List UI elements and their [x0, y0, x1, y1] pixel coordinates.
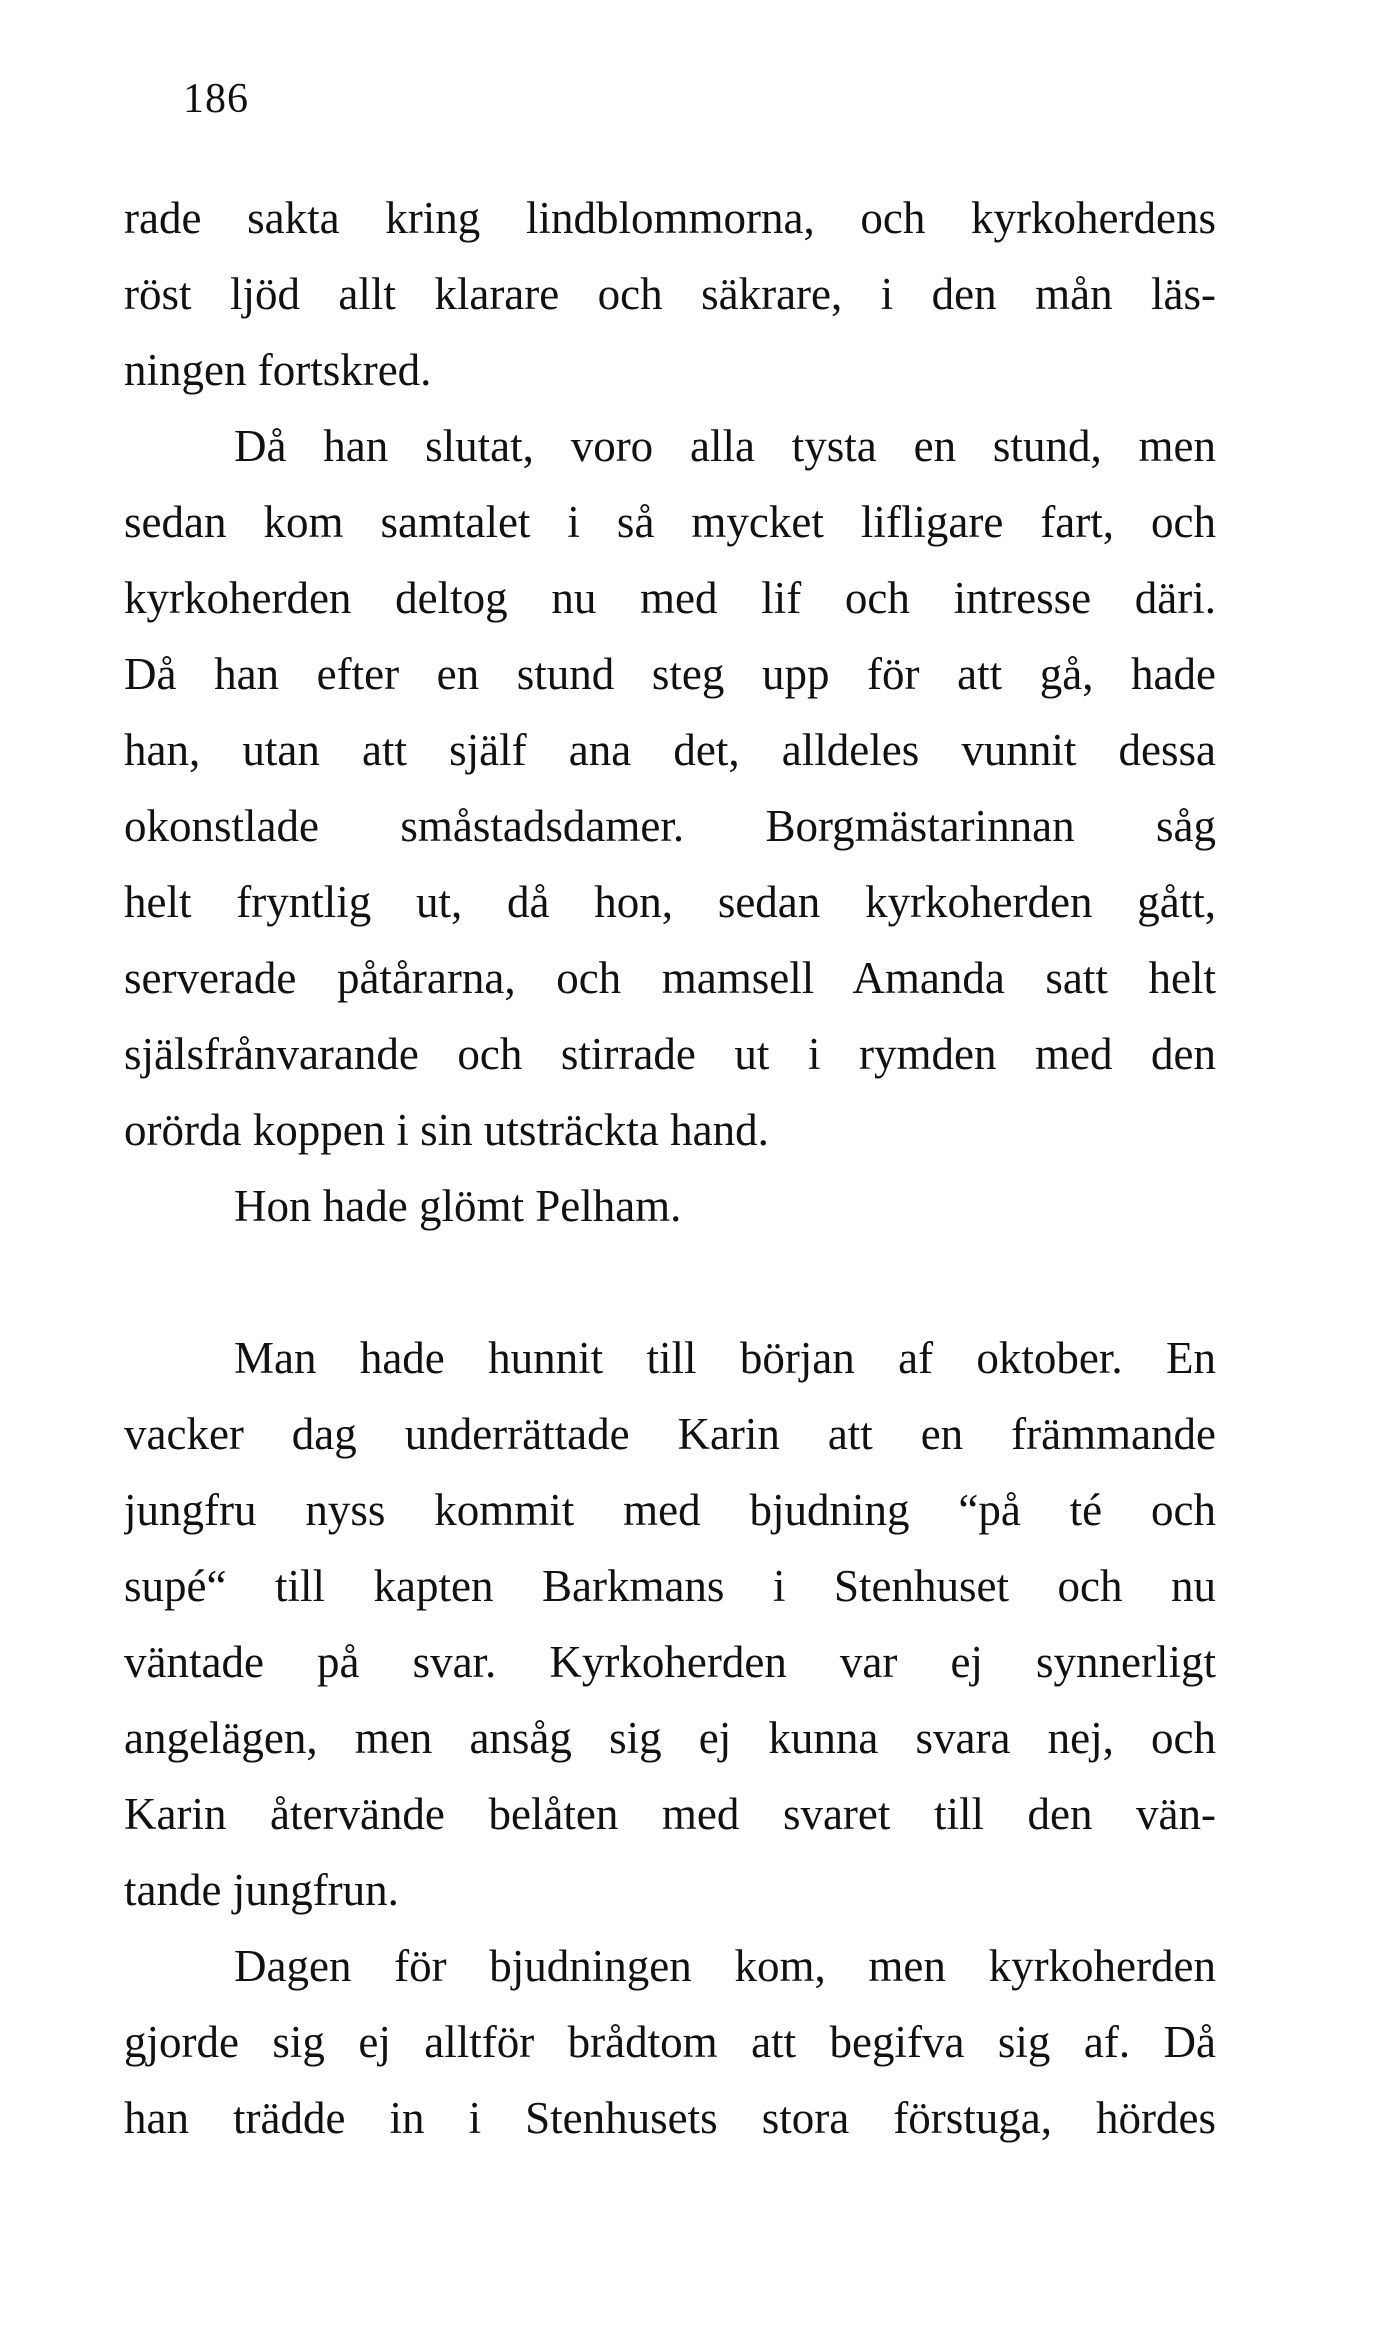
text-line: gjorde sig ej alltför brådtom att begifva sig af. Då	[124, 2017, 1216, 2067]
text-line: serverade påtårarna, och mamsell Amanda satt helt	[124, 953, 1216, 1003]
text-line: sedan kom samtalet i så mycket lifligare fart, och	[124, 497, 1216, 547]
text-line: väntade på svar. Kyrkoherden var ej synnerligt	[124, 1637, 1216, 1687]
text-line: röst ljöd allt klarare och säkrare, i den mån läs-	[124, 269, 1216, 319]
text-line: jungfru nyss kommit med bjudning “på té och	[124, 1485, 1216, 1535]
text-line: tande jungfrun.	[124, 1865, 399, 1915]
text-line: Då han efter en stund steg upp för att gå, hade	[124, 649, 1216, 699]
text-line: han trädde in i Stenhusets stora förstuga, hördes	[124, 2093, 1216, 2143]
text-line: okonstlade småstadsdamer. Borgmästarinnan såg	[124, 801, 1216, 851]
text-line: Dagen för bjudningen kom, men kyrkoherden	[234, 1941, 1216, 1991]
text-line: orörda koppen i sin utsträckta hand.	[124, 1105, 769, 1155]
text-line: kyrkoherden deltog nu med lif och intresse däri.	[124, 573, 1216, 623]
text-line: supé“ till kapten Barkmans i Stenhuset och nu	[124, 1561, 1216, 1611]
text-line: helt fryntlig ut, då hon, sedan kyrkoherden gått,	[124, 877, 1216, 927]
text-line: angelägen, men ansåg sig ej kunna svara nej, och	[124, 1713, 1216, 1763]
paragraph-gap	[124, 1244, 1216, 1320]
text-line: rade sakta kring lindblommorna, och kyrkoherdens	[124, 193, 1216, 243]
text-line: ningen fortskred.	[124, 345, 432, 395]
text-line: Då han slutat, voro alla tysta en stund, men	[234, 421, 1216, 471]
text-line: han, utan att själf ana det, alldeles vunnit dessa	[124, 725, 1216, 775]
page-number: 186	[183, 76, 249, 122]
text-line: Man hade hunnit till början af oktober. En	[234, 1333, 1216, 1383]
text-line: vacker dag underrättade Karin att en främmande	[124, 1409, 1216, 1459]
text-line: Karin återvände belåten med svaret till den vän-	[124, 1789, 1216, 1839]
body-text	[124, 180, 1216, 2156]
text-line: Hon hade glömt Pelham.	[234, 1181, 682, 1231]
text-line: själsfrånvarande och stirrade ut i rymden med den	[124, 1029, 1216, 1079]
